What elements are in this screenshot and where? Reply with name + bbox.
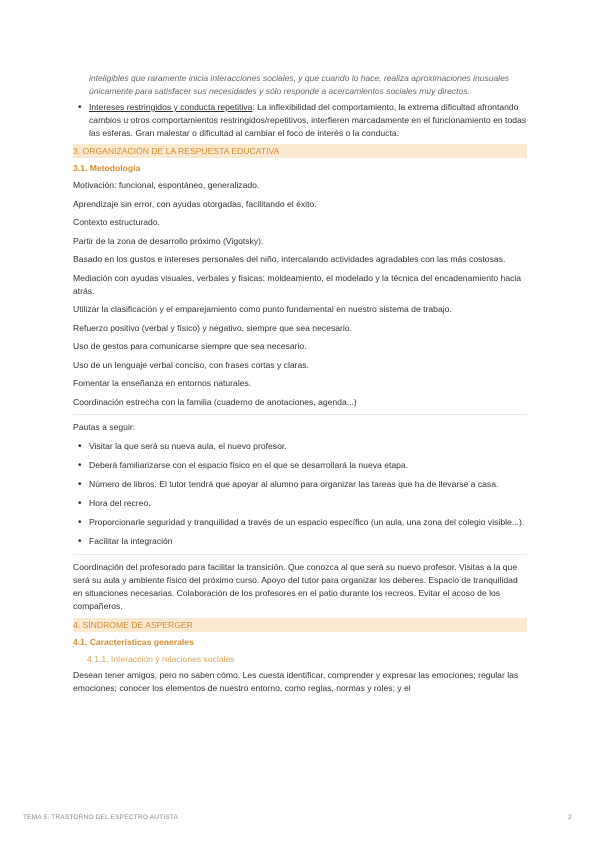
list-item: • Proporcionarle seguridad y tranquilidad a través de un espacio específico (un aula, una zona del colegio visible...). xyxy=(73,516,527,529)
section-3-heading: 3. ORGANIZACIÓN DE LA RESPUESTA EDUCATIVA xyxy=(73,144,527,158)
page-footer xyxy=(23,814,572,821)
section-4-heading: 4. SÍNDROME DE ASPERGER xyxy=(73,618,527,632)
pautas-label: Pautas a seguir: xyxy=(73,422,136,432)
intereses-term: Intereses restringidos y conducta repetitiva xyxy=(89,102,253,112)
section-4-text: Desean tener amigos, pero no saben cómo. Les cuesta identificar, comprender y expresar las emociones; regular las emociones; conocer los elementos de nuestro entorno, como reglas, normas y roles; y el xyxy=(73,670,519,693)
pautas-list xyxy=(73,440,527,548)
list-item: • Deberá familiarizarse con el espacio físico en el que se desarrollará la nueva etapa. xyxy=(73,459,527,472)
intereses-list xyxy=(73,101,527,140)
method-line: Contexto estructurado. xyxy=(73,217,160,227)
section-4-1-1-heading: 4.1.1. Interacción y relaciones sociales xyxy=(87,654,235,664)
method-line: Motivación: funcional, espontáneo, generalizado. xyxy=(73,180,260,190)
method-line: Coordinación estrecha con la familia (cuaderno de anotaciones, agenda...) xyxy=(73,396,357,407)
method-line: Partir de la zona de desarrollo próximo (Vigotsky). xyxy=(73,235,264,246)
list-item: • Facilitar la integración xyxy=(73,535,527,548)
method-line: Aprendizaje sin error, con ayudas otorgadas, facilitando el éxito. xyxy=(73,198,317,209)
intereses-text: : La inflexibilidad del comportamiento, la extrema dificultad afrontando cambios u otros comportamientos restringidos/repetitivos, interfieren marcadamente en el funcionamiento en todas las esferas. Gran malestar o dificultad al cambiar el foco de interés o la conducta. xyxy=(89,102,527,138)
footer-title: TEMA 5. TRASTORNO DEL ESPECTRO AUTISTA xyxy=(23,814,179,821)
intro-quote: inteligibles que raramente inicia interacciones sociales, y que cuando lo hace, realiza aproximaciones inusuales únicamente para satisfacer sus necesidades y sólo responde a acercamientos sociales muy directos. xyxy=(89,73,510,96)
method-line: Basado en los gustos e intereses personales del niño, intercalando actividades agradables con las más costosas. xyxy=(73,254,506,264)
coordination-paragraph: Coordinación del profesorado para facilitar la transición. Que conozca al que será su nuevo profesor. Visitas a la que será su aula y ambiente físico del próximo curso. Apoyo del tutor para organizar los deberes. Espacio de tranquilidad en situaciones necesarias. Colaboración de los profesores en el patio durante los recreos. Evitar el acoso de los compañeros. xyxy=(73,561,518,611)
method-line: Utilizar la clasificación y el emparejamiento como punto fundamental en nuestro sistema de trabajo. xyxy=(73,304,452,314)
section-3-1-heading: 3.1. Metodología xyxy=(73,163,141,173)
page-number: 2 xyxy=(568,814,572,821)
method-line: Refuerzo positivo (verbal y físico) y negativo, siempre que sea necesario. xyxy=(73,322,352,333)
method-line: Uso de un lenguaje verbal conciso, con frases cortas y claras. xyxy=(73,359,309,370)
list-item: • Hora del recreo. xyxy=(73,497,527,510)
list-item: • Visitar la que será su nueva aula, el nuevo profesor. xyxy=(73,440,527,453)
divider xyxy=(73,554,527,555)
method-line: Fomentar la enseñanza en entornos naturales. xyxy=(73,378,252,388)
method-line: Uso de gestos para comunicarse siempre que sea necesario. xyxy=(73,341,307,351)
section-4-1-heading: 4.1. Características generales xyxy=(73,637,194,647)
page-content xyxy=(73,72,527,701)
divider xyxy=(73,414,527,415)
method-line: Mediación con ayudas visuales, verbales y físicas: moldeamiento, el modelado y la técnica del encadenamiento hacia atrás. xyxy=(73,272,522,296)
list-item: • Número de libros. El tutor tendrá que apoyar al alumno para organizar las tareas que ha de llevarse a casa. xyxy=(73,478,527,491)
list-item xyxy=(73,101,527,140)
